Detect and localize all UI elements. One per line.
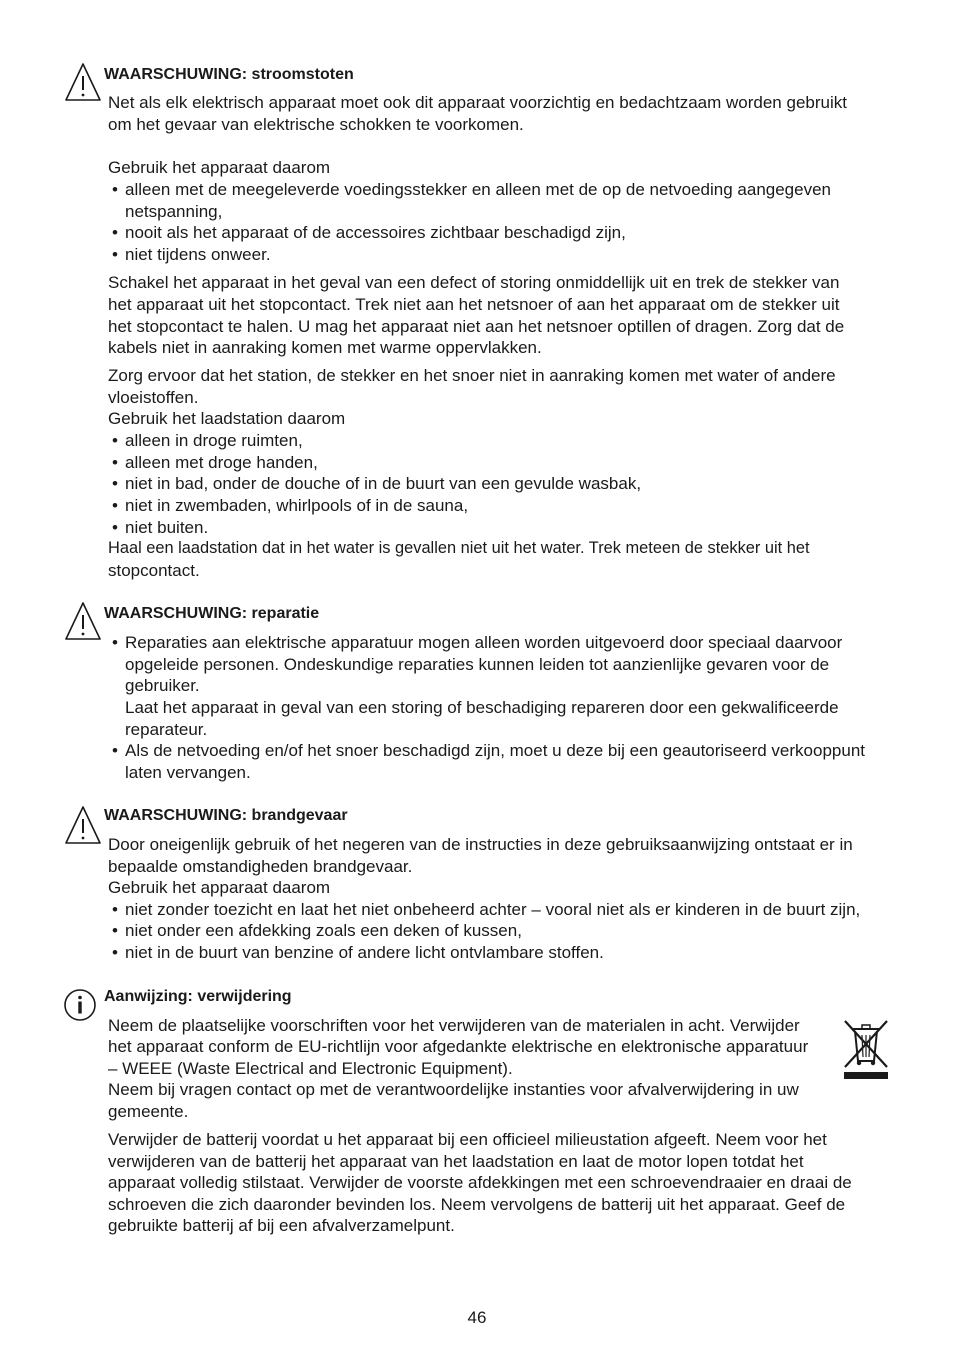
paragraph-line: bepaalde omstandigheden brandgevaar. xyxy=(108,857,413,876)
paragraph-line: Verwijder de batterij voordat u het apparaat bij een officieel milieustation afgeeft. Neem voor het xyxy=(108,1130,827,1149)
paragraph-line: Gebruik het apparaat daarom xyxy=(108,878,331,897)
paragraph-line: stopcontact. xyxy=(108,561,200,580)
paragraph-line: kabels niet in aanraking komen met warme oppervlakken. xyxy=(108,338,542,357)
list-item-continuation: gebruiker. xyxy=(125,676,200,695)
paragraph-line: om het gevaar van elektrische schokken te voorkomen. xyxy=(108,115,524,134)
paragraph-line: schroeven die zich daaronder bevinden los. Neem vervolgens de batterij uit het apparaat. Geef de xyxy=(108,1195,846,1214)
paragraph-line: het stopcontact te halen. U mag het apparaat niet aan het netsnoer optillen of dragen. Zorg dat de xyxy=(108,317,845,336)
info-icon xyxy=(63,988,97,1022)
warning-triangle-icon xyxy=(64,601,102,641)
warning-triangle-icon xyxy=(64,805,102,845)
page-number: 46 xyxy=(467,1308,487,1327)
paragraph-line: vloeistoffen. xyxy=(108,388,199,407)
paragraph-line: het apparaat uit het stopcontact. Trek niet aan het netsnoer of aan het apparaat om de stekker uit xyxy=(108,295,840,314)
paragraph-line: Gebruik het apparaat daarom xyxy=(108,158,331,177)
section-heading: WAARSCHUWING: stroomstoten xyxy=(104,66,354,83)
paragraph-line: Neem bij vragen contact op met de verantwoordelijke instanties voor afvalverwijdering in uw xyxy=(108,1080,799,1099)
paragraph-line: Door oneigenlijk gebruik of het negeren van de instructies in deze gebruiksaanwijzing ontstaat er in xyxy=(108,835,853,854)
paragraph-line: Zorg ervoor dat het station, de stekker en het snoer niet in aanraking komen met water of andere xyxy=(108,366,836,385)
paragraph-line: Gebruik het laadstation daarom xyxy=(108,409,346,428)
paragraph-line: Schakel het apparaat in het geval van een defect of storing onmiddellijk uit en trek de stekker van xyxy=(108,273,840,292)
paragraph-line: het apparaat conform de EU-richtlijn voor afgedankte elektrische en elektronische apparatuur xyxy=(108,1037,809,1056)
warning-triangle-icon xyxy=(64,62,102,102)
paragraph-line: apparaat volledig stilstaat. Verwijder de voorste afdekkingen met een schroevendraaier en draai de xyxy=(108,1173,852,1192)
list-item-continuation: laten vervangen. xyxy=(125,763,251,782)
list-item-continuation: reparateur. xyxy=(125,720,208,739)
section-heading: WAARSCHUWING: brandgevaar xyxy=(104,807,348,824)
paragraph-line: verwijderen van de batterij het apparaat van het laadstation en laat de motor lopen totdat het xyxy=(108,1152,804,1171)
section-heading: WAARSCHUWING: reparatie xyxy=(104,605,320,622)
paragraph-line: gemeente. xyxy=(108,1102,189,1121)
section-heading: Aanwijzing: verwijdering xyxy=(104,988,292,1005)
list-item-continuation: Laat het apparaat in geval van een storing of beschadiging repareren door een gekwalificeerde xyxy=(125,698,839,717)
list-item-continuation: netspanning, xyxy=(125,202,223,221)
paragraph-line: Net als elk elektrisch apparaat moet ook dit apparaat voorzichtig en bedachtzaam worden gebruikt xyxy=(108,93,847,112)
paragraph-line: Haal een laadstation dat in het water is gevallen niet uit het water. Trek meteen de stekker uit het xyxy=(108,539,810,557)
crossed-out-bin-icon xyxy=(840,1017,892,1081)
list-item-continuation: opgeleide personen. Ondeskundige reparaties kunnen leiden tot aanzienlijke gevaren voor de xyxy=(125,655,830,674)
paragraph-line: Neem de plaatselijke voorschriften voor het verwijderen van de materialen in acht. Verwijder xyxy=(108,1016,800,1035)
paragraph-line: gebruikte batterij af bij een afvalverzamelpunt. xyxy=(108,1216,455,1235)
paragraph-line: – WEEE (Waste Electrical and Electronic Equipment). xyxy=(108,1059,513,1078)
